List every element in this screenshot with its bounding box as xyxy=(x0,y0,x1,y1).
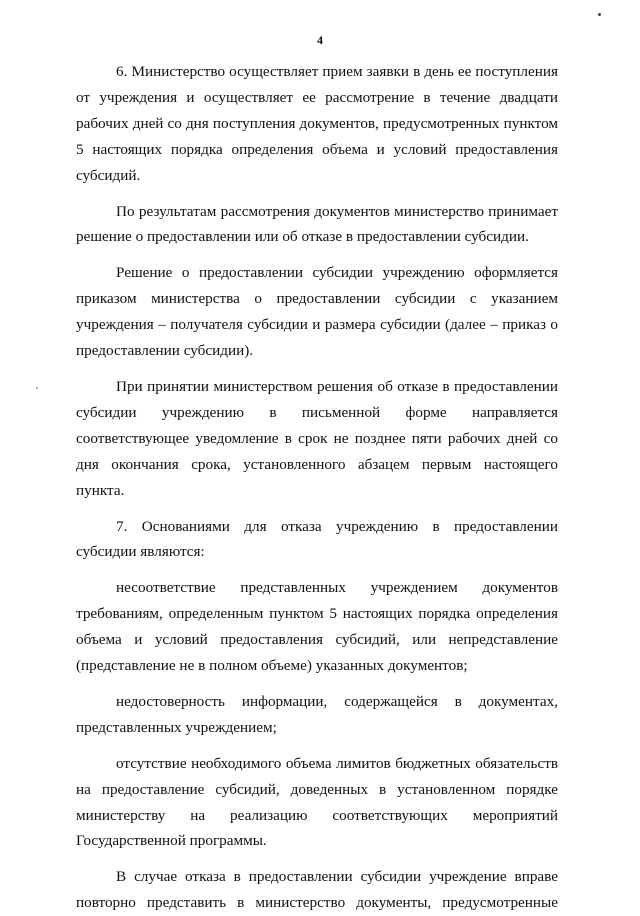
page-number: 4 xyxy=(317,33,323,47)
paragraph-ground-budget-limits: отсутствие необходимого объема лимитов бюджетных обязательств на предоставление субсидий, доведенных в установленном порядке министерству на реализацию соответствующих мероприятий Государственной программы. xyxy=(76,754,558,850)
scan-speck-left-margin xyxy=(36,387,38,389)
paragraph-ground-unreliable-info: недостоверность информации, содержащейся в документах, представленных учреждением; xyxy=(76,692,558,736)
paragraph-refusal-notice: При принятии министерством решения об отказе в предоставлении субсидии учреждению в письменной форме направляется соответствующее уведомление в срок не позднее пяти рабочих дней со дня окончания срока, установленного абзацем первым настоящего пункта. xyxy=(76,377,558,499)
paragraph-resubmission: В случае отказа в предоставлении субсидии учреждение вправе повторно представить в министерство документы, предусмотренные xyxy=(76,868,558,912)
paragraph-ground-nonconformity: несоответствие представленных учреждением документов требованиям, определенным пунктом 5 настоящих порядка определения объема и условий предоставления субсидий, или непредставление (представление не в полном объеме) указанных документов; xyxy=(76,579,558,675)
scan-speck-top-right xyxy=(598,13,601,16)
document-body xyxy=(76,59,558,916)
paragraph-7-grounds: 7. Основаниями для отказа учреждению в предоставлении субсидии являются: xyxy=(76,517,558,561)
paragraph-decision: По результатам рассмотрения документов министерство принимает решение о предоставлении или об отказе в предоставлении субсидии. xyxy=(76,202,558,246)
paragraph-approval-order: Решение о предоставлении субсидии учреждению оформляется приказом министерства о предоставлении субсидии с указанием учреждения – получателя субсидии и размера субсидии (далее – приказ о предоставлении субсидии). xyxy=(76,264,558,360)
paragraph-6-intake: 6. Министерство осуществляет прием заявки в день ее поступления от учреждения и осуществляет ее рассмотрение в течение двадцати рабочих дней со дня поступления документов, предусмотренных пунктом 5 настоящих порядка определения объема и условий предоставления субсидий. xyxy=(76,63,558,184)
